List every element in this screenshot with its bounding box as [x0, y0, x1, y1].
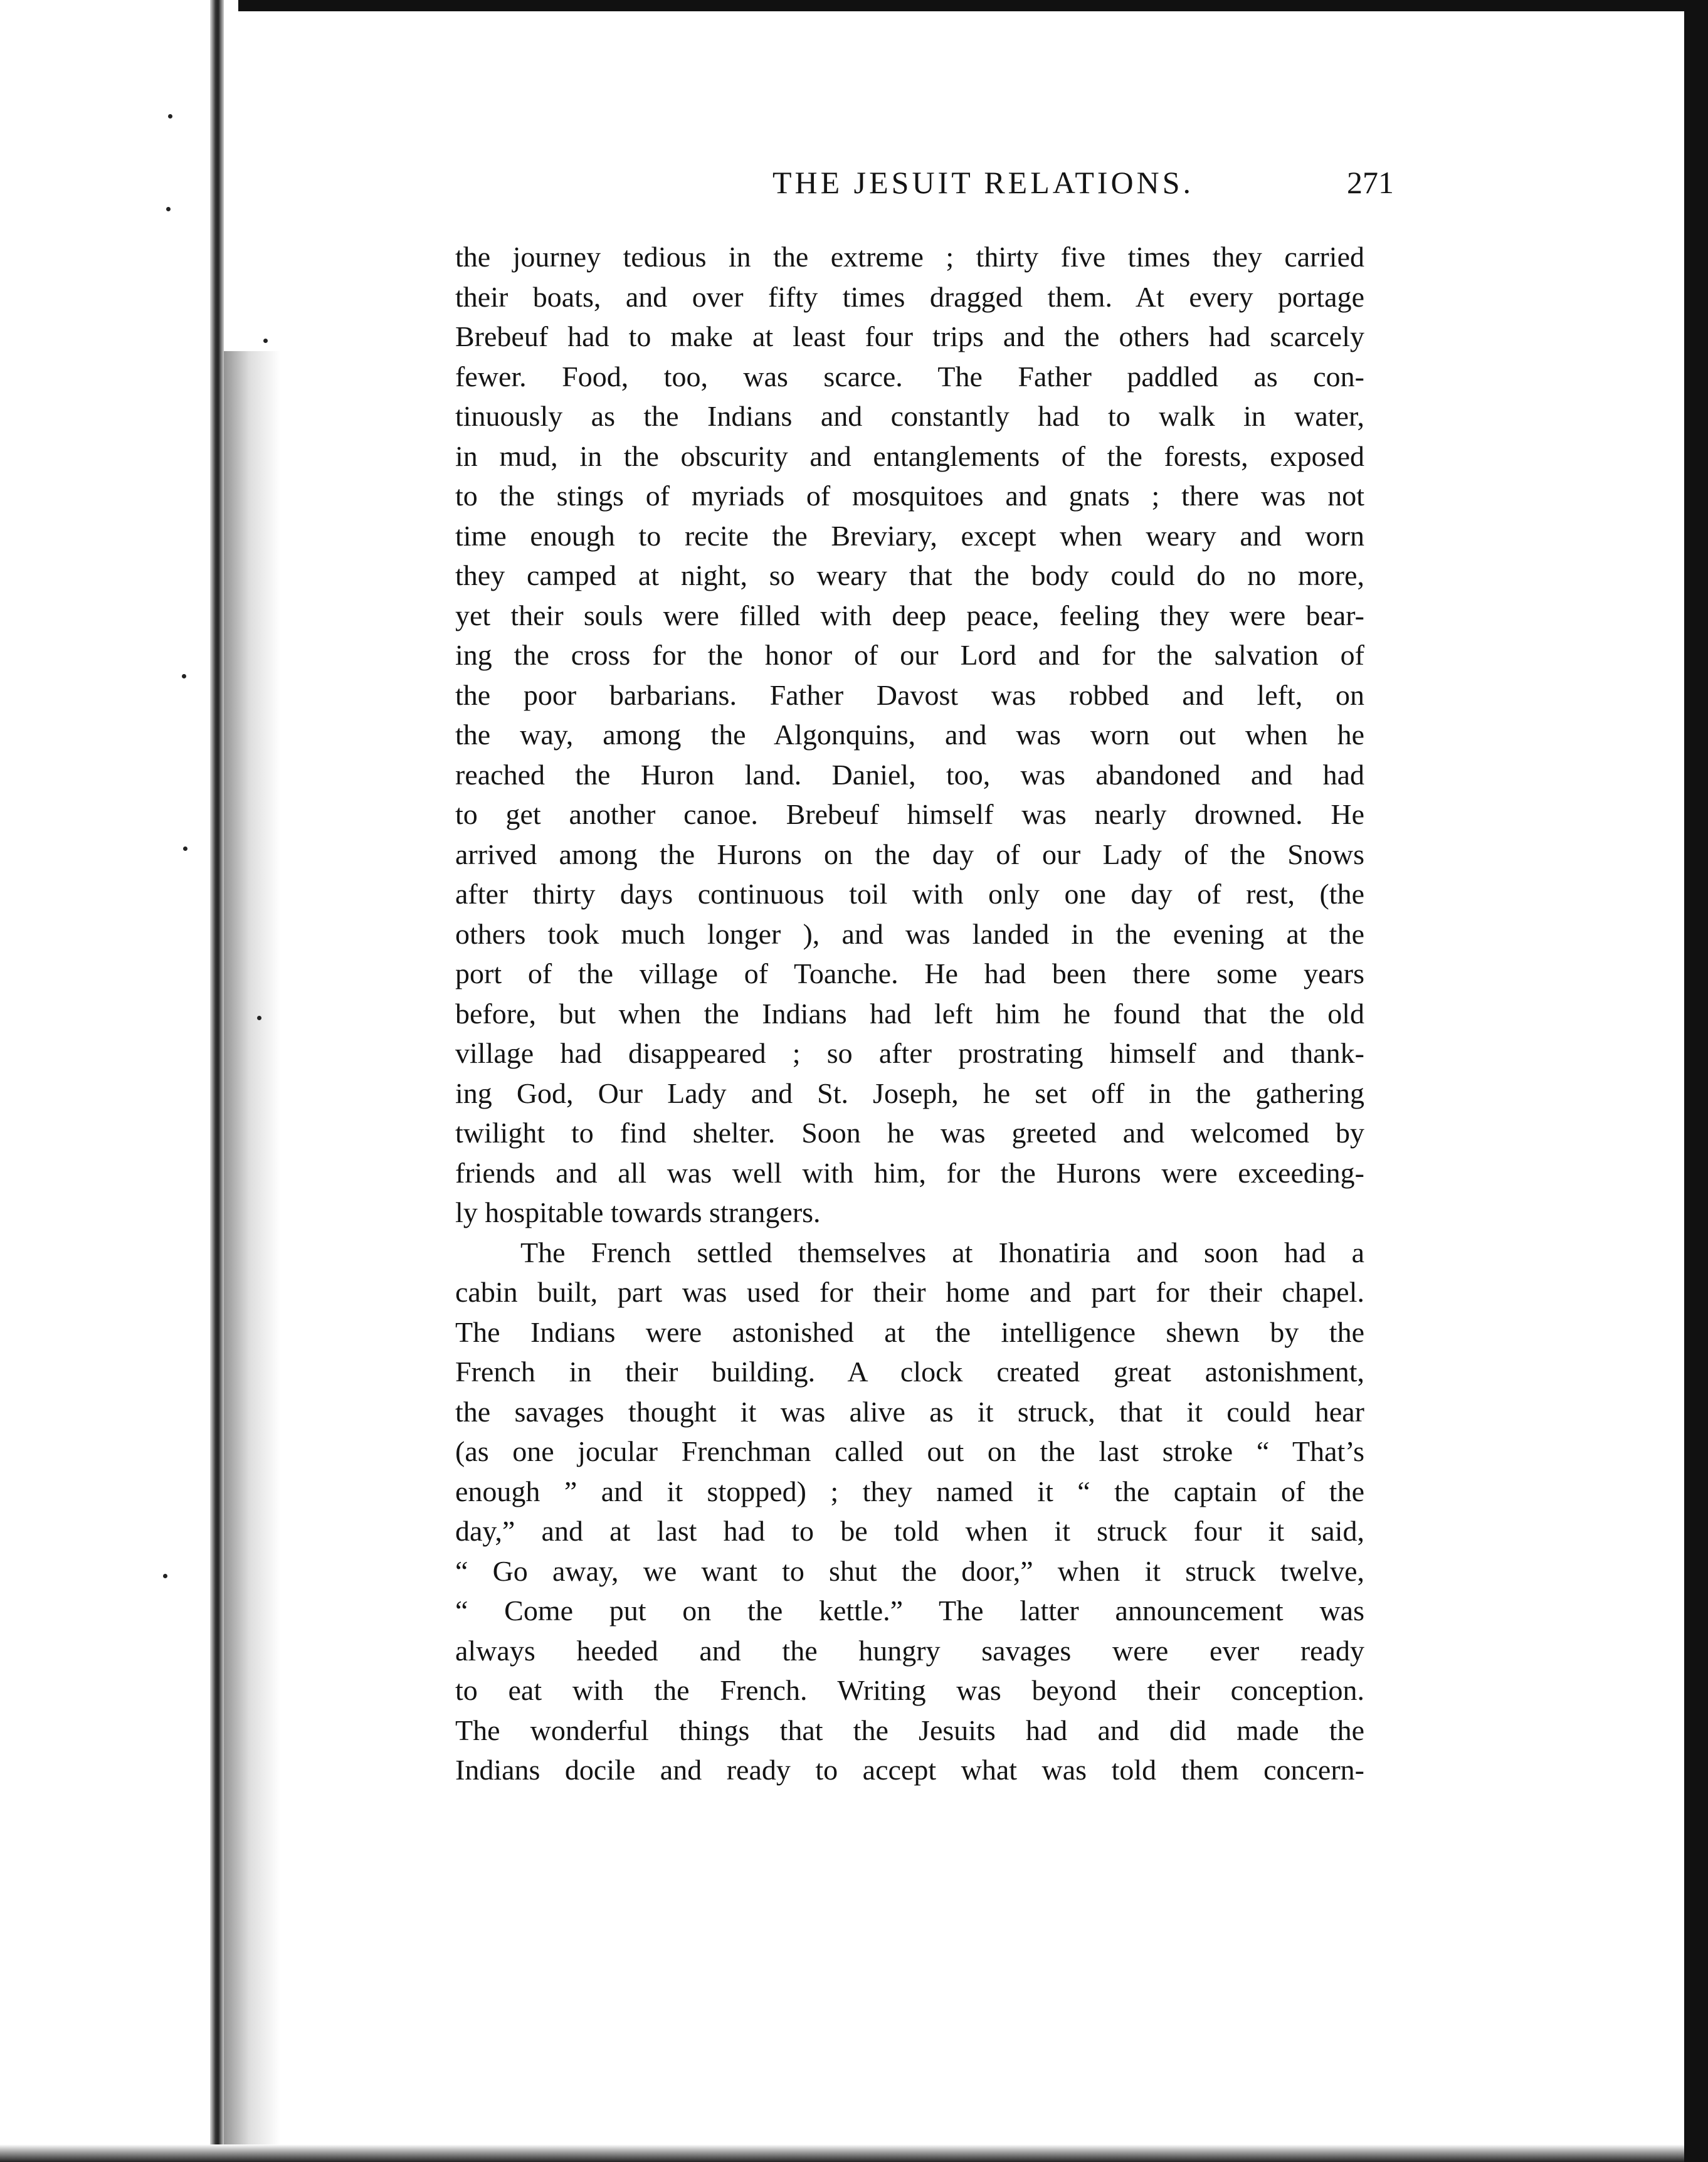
text-line: day,” and at last had to be told when it struck four it said, — [455, 1515, 1364, 1547]
scan-border-bottom — [0, 2144, 1684, 2162]
text-line: others took much longer ), and was landed in the evening at the — [455, 917, 1364, 950]
text-line: French in their building. A clock created great astonishment, — [455, 1356, 1364, 1388]
paragraph-end-line: ly hospitable towards strangers. — [455, 1196, 821, 1228]
scan-speck — [168, 114, 172, 119]
scan-speck — [183, 846, 187, 851]
text-line: “ Go away, we want to shut the door,” when it struck twelve, — [455, 1554, 1364, 1587]
text-line: in mud, in the obscurity and entanglements of the forests, exposed — [455, 440, 1364, 472]
text-line: before, but when the Indians had left him he found that the old — [455, 997, 1364, 1030]
facing-page-edge — [0, 0, 216, 2144]
scan-border-top — [238, 0, 1708, 11]
running-header: THE JESUIT RELATIONS. — [772, 165, 1194, 200]
text-line: arrived among the Hurons on the day of our Lady of the Snows — [455, 838, 1364, 870]
text-line: Brebeuf had to make at least four trips and the others had scarcely — [455, 320, 1364, 352]
text-line: (as one jocular Frenchman called out on the last stroke “ That’s — [455, 1435, 1364, 1467]
text-line: tinuously as the Indians and constantly had to walk in water, — [455, 400, 1364, 432]
text-line: their boats, and over fifty times dragged them. At every portage — [455, 280, 1364, 313]
text-line: ing God, Our Lady and St. Joseph, he set off in the gathering — [455, 1077, 1364, 1109]
scan-speck — [182, 674, 186, 678]
text-line: friends and all was well with him, for the Hurons were exceeding- — [455, 1156, 1364, 1189]
scan-speck — [163, 1574, 167, 1578]
scan-border-right — [1684, 11, 1708, 2162]
text-line: to eat with the French. Writing was beyond their conception. — [455, 1674, 1364, 1706]
text-line: to the stings of myriads of mosquitoes and gnats ; there was not — [455, 480, 1364, 512]
text-line: time enough to recite the Breviary, except when weary and worn — [455, 519, 1364, 552]
text-line: twilight to find shelter. Soon he was greeted and welcomed by — [455, 1117, 1364, 1149]
text-line: ing the cross for the honor of our Lord and for the salvation of — [455, 639, 1364, 671]
body-text — [455, 237, 1364, 1790]
text-line: reached the Huron land. Daniel, too, was abandoned and had — [455, 758, 1364, 791]
text-line: yet their souls were filled with deep peace, feeling they were bear- — [455, 599, 1364, 631]
text-line: enough ” and it stopped) ; they named it “ the captain of the — [455, 1475, 1364, 1507]
text-line: always heeded and the hungry savages were ever ready — [455, 1634, 1364, 1667]
text-line: after thirty days continuous toil with only one day of rest, (the — [455, 878, 1364, 910]
text-line: they camped at night, so weary that the body could do no more, — [455, 559, 1364, 591]
text-line: the journey tedious in the extreme ; thirty five times they carried — [455, 241, 1364, 273]
text-line: village had disappeared ; so after prostrating himself and thank- — [455, 1037, 1364, 1069]
text-line: cabin built, part was used for their home and part for their chapel. — [455, 1276, 1364, 1308]
scan-speck — [166, 207, 171, 211]
text-line: The wonderful things that the Jesuits had and did made the — [455, 1714, 1364, 1746]
text-line: The Indians were astonished at the intelligence shewn by the — [455, 1316, 1364, 1348]
text-line: the savages thought it was alive as it struck, that it could hear — [455, 1395, 1364, 1428]
text-line: the poor barbarians. Father Davost was robbed and left, on — [455, 678, 1364, 711]
text-line: the way, among the Algonquins, and was worn out when he — [455, 719, 1364, 751]
text-line: to get another canoe. Brebeuf himself was nearly drowned. He — [455, 798, 1364, 830]
book-gutter — [210, 0, 224, 2144]
text-line: “ Come put on the kettle.” The latter announcement was — [455, 1595, 1364, 1627]
text-line: port of the village of Toanche. He had been there some years — [455, 957, 1364, 989]
text-line: Indians docile and ready to accept what was told them concern- — [455, 1754, 1364, 1786]
text-line: fewer. Food, too, was scarce. The Father paddled as con- — [455, 360, 1364, 393]
page-number: 271 — [1347, 165, 1394, 200]
paragraph-first-line: The French settled themselves at Ihonatiria and soon had a — [520, 1236, 1364, 1268]
